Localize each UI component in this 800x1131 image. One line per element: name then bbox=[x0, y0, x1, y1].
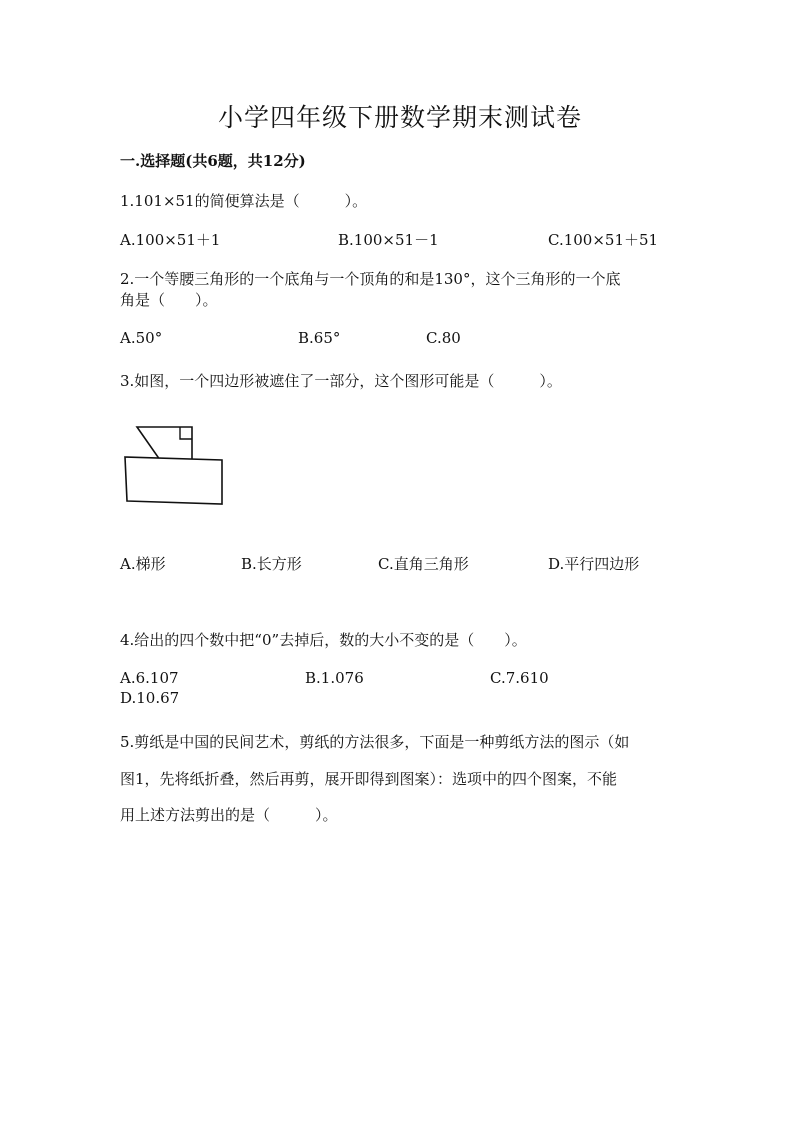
q3-option-b: B.长方形 bbox=[241, 555, 302, 573]
q1-option-a: A.100×51＋1 bbox=[120, 231, 221, 249]
q4-option-b: B.1.076 bbox=[305, 669, 364, 687]
q3-option-c: C.直角三角形 bbox=[378, 555, 469, 573]
q4-option-d: D.10.67 bbox=[120, 689, 180, 707]
q1-option-b: B.100×51－1 bbox=[338, 231, 439, 249]
q3-option-d: D.平行四边形 bbox=[548, 555, 640, 573]
q2-option-b: B.65° bbox=[298, 329, 341, 347]
q4-option-a: A.6.107 bbox=[120, 669, 179, 687]
quadrilateral-figure bbox=[120, 420, 230, 510]
question-4: 4.给出的四个数中把“0”去掉后，数的大小不变的是（ ）。 bbox=[120, 631, 527, 649]
q4-option-c: C.7.610 bbox=[490, 669, 549, 687]
question-3: 3.如图，一个四边形被遮住了一部分，这个图形可能是（ ）。 bbox=[120, 372, 562, 390]
question-5-line-1: 5.剪纸是中国的民间艺术，剪纸的方法很多，下面是一种剪纸方法的图示（如 bbox=[120, 733, 630, 751]
page-title: 小学四年级下册数学期末测试卷 bbox=[217, 103, 582, 132]
question-5-line-2: 图1，先将纸折叠，然后再剪，展开即得到图案）：选项中的四个图案，不能 bbox=[120, 770, 618, 788]
q2-option-c: C.80 bbox=[426, 329, 461, 347]
question-5-line-3: 用上述方法剪出的是（ ）。 bbox=[120, 806, 338, 824]
q2-option-a: A.50° bbox=[120, 329, 163, 347]
q3-option-a: A.梯形 bbox=[120, 555, 166, 573]
question-1: 1.101×51的简便算法是（ ）。 bbox=[120, 192, 368, 210]
question-2-line-2: 角是（ ）。 bbox=[120, 291, 218, 309]
section-heading: 一.选择题(共6题，共12分) bbox=[120, 152, 306, 170]
q1-option-c: C.100×51＋51 bbox=[548, 231, 659, 249]
question-2-line-1: 2.一个等腰三角形的一个底角与一个顶角的和是130°，这个三角形的一个底 bbox=[120, 270, 621, 288]
